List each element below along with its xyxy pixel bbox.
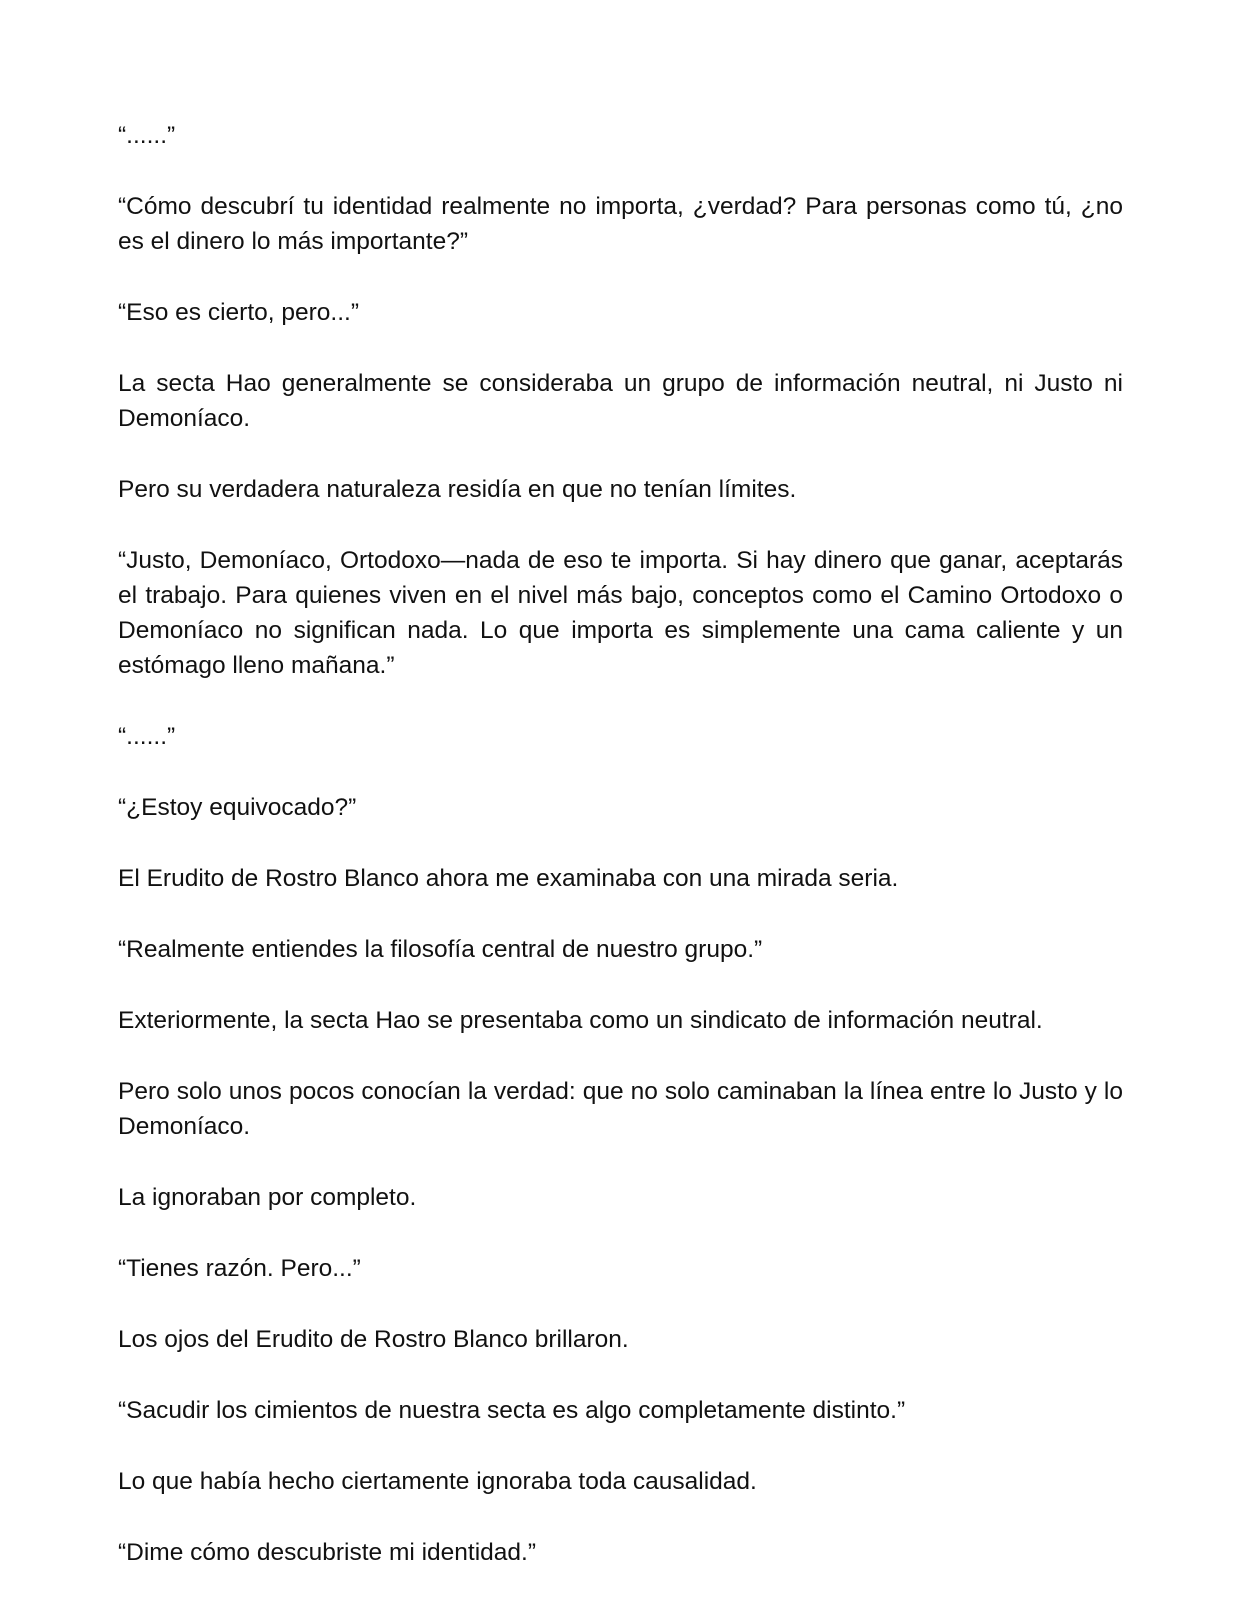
paragraph: “Eso es cierto, pero...” <box>118 299 360 326</box>
paragraph: La ignoraban por completo. <box>118 1184 417 1211</box>
paragraph: “Sacudir los cimientos de nuestra secta es algo completamente distinto.” <box>118 1397 906 1424</box>
body-text <box>118 118 1123 1606</box>
paragraph: “Realmente entiendes la filosofía central de nuestro grupo.” <box>118 936 763 963</box>
paragraph: La secta Hao generalmente se consideraba un grupo de información neutral, ni Justo ni Demoníaco. <box>118 370 1123 432</box>
paragraph: Lo que había hecho ciertamente ignoraba toda causalidad. <box>118 1468 757 1495</box>
paragraph: “......” <box>118 122 176 149</box>
paragraph: “Tienes razón. Pero...” <box>118 1255 361 1282</box>
paragraph: “Dime cómo descubriste mi identidad.” <box>118 1539 537 1566</box>
paragraph: “Cómo descubrí tu identidad realmente no importa, ¿verdad? Para personas como tú, ¿no es el dinero lo más importante?” <box>118 193 1123 255</box>
paragraph: “¿Estoy equivocado?” <box>118 794 357 821</box>
paragraph: El Erudito de Rostro Blanco ahora me examinaba con una mirada seria. <box>118 865 899 892</box>
paragraph: “Justo, Demoníaco, Ortodoxo—nada de eso te importa. Si hay dinero que ganar, aceptarás el trabajo. Para quienes viven en el nivel más bajo, conceptos como el Camino Ortodoxo o Demoníaco no significan nada. Lo que importa es simplemente una cama caliente y un estómago lleno mañana.” <box>118 547 1123 679</box>
paragraph: “......” <box>118 723 176 750</box>
paragraph: Exteriormente, la secta Hao se presentaba como un sindicato de información neutral. <box>118 1007 1043 1034</box>
paragraph: Pero solo unos pocos conocían la verdad: que no solo caminaban la línea entre lo Justo y lo Demoníaco. <box>118 1078 1123 1140</box>
paragraph: Pero su verdadera naturaleza residía en que no tenían límites. <box>118 476 797 503</box>
paragraph: Los ojos del Erudito de Rostro Blanco brillaron. <box>118 1326 629 1353</box>
